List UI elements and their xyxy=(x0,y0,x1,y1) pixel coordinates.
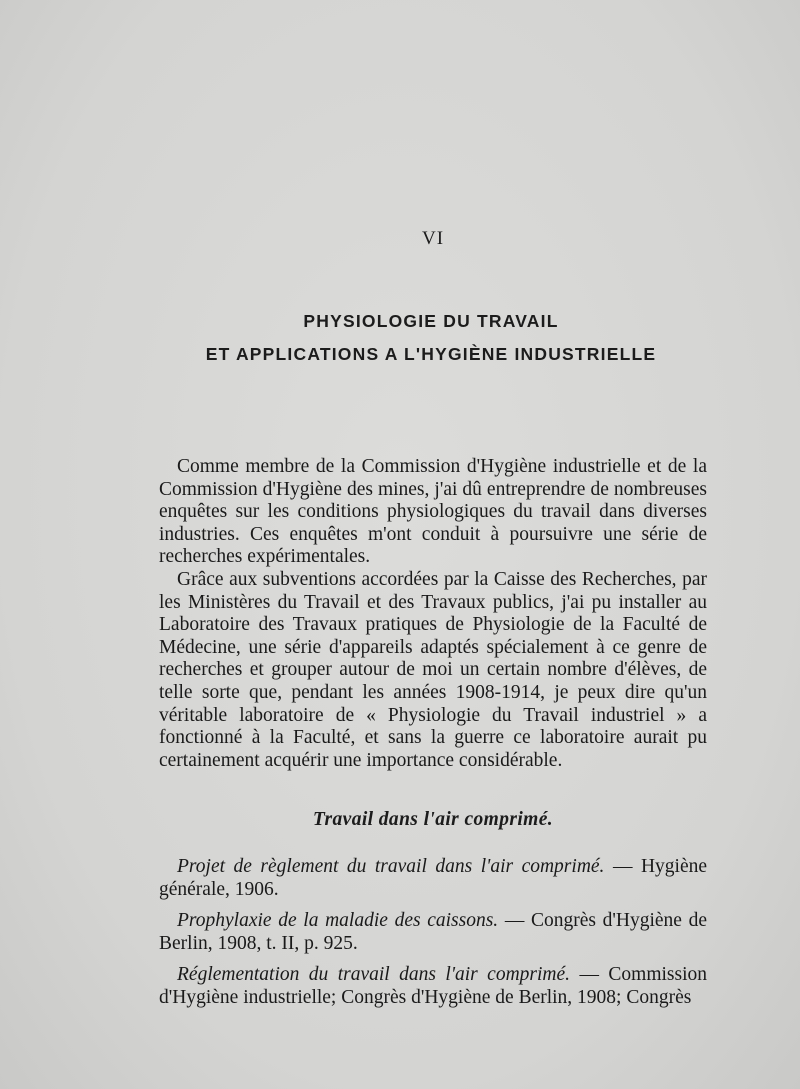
reference-item xyxy=(159,910,707,955)
reference-details: — Commission d'Hygiène industrielle; Congrès d'Hygiène de Berlin, 1908; Congrès xyxy=(159,964,707,1008)
paragraph: Grâce aux subventions accordées par la Caisse des Recherches, par les Ministères du Travail et des Travaux publics, j'ai pu installer au Laboratoire des Travaux pratiques de Physiologie de la Faculté de Médecine, une série d'appareils adaptés spécialement à ce genre de recherches et grouper autour de moi un certain nombre d'élèves, de telle sorte que, pendant les années 1908-1914, je peux dire qu'un véritable laboratoire de « Physiologie du Travail industriel » a fonctionné à la Faculté, et sans la guerre ce laboratoire aurait pu certainement acquérir une importance considérable. xyxy=(159,568,707,771)
intro-text xyxy=(159,456,707,772)
reference-title: Prophylaxie de la maladie des caissons. xyxy=(177,910,499,932)
chapter-title-line-1: PHYSIOLOGIE DU TRAVAIL xyxy=(303,311,559,331)
paragraph: Comme membre de la Commission d'Hygiène industrielle et de la Commission d'Hygiène des mines, j'ai dû entreprendre de nombreuses enquêtes sur les conditions physiologiques du travail dans diverses industries. Ces enquêtes m'ont conduit à poursuivre une série de recherches expérimentales. xyxy=(159,456,707,568)
reference-item xyxy=(159,964,707,1009)
reference-title: Réglementation du travail dans l'air comprimé. xyxy=(177,964,571,986)
section-heading: Travail dans l'air comprimé. xyxy=(312,809,554,830)
chapter-number: VI xyxy=(421,228,445,249)
reference-list xyxy=(159,856,707,1019)
chapter-title-line-2: ET APPLICATIONS A L'HYGIÈNE INDUSTRIELLE xyxy=(205,344,657,364)
reference-details: — Congrès d'Hygiène de Berlin, 1908, t. II, p. 925. xyxy=(159,910,707,954)
reference-title: Projet de règlement du travail dans l'air comprimé. xyxy=(177,856,605,877)
reference-item xyxy=(159,856,707,901)
reference-details: — Hygiène générale, 1906. xyxy=(159,856,707,900)
